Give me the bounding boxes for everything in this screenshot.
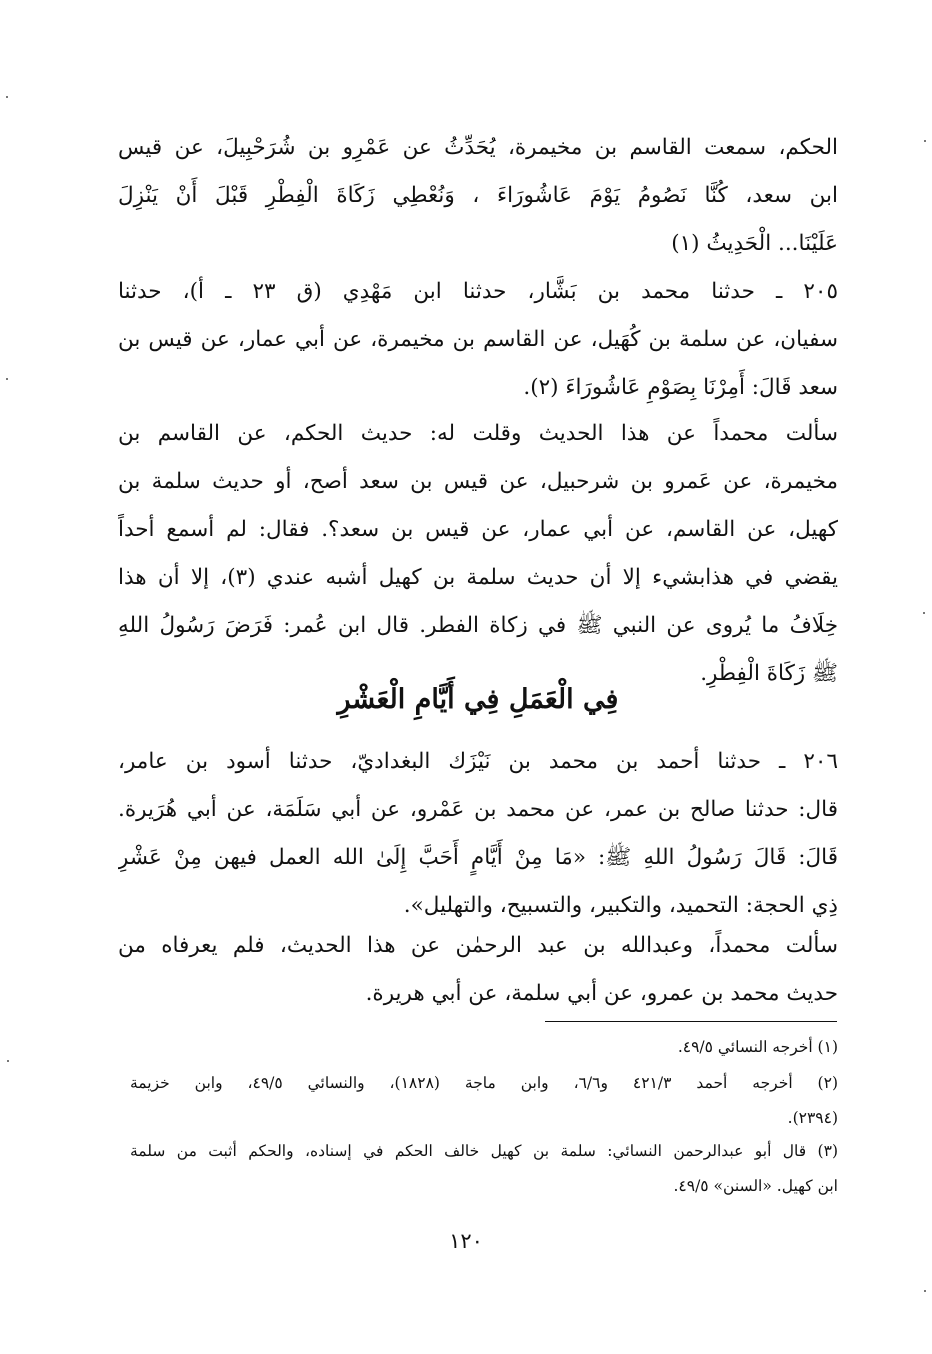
text-line: ابن سعد، كُنَّا نَصُومُ يَوْمَ عَاشُورَاءَ ، وَنُعْطِي زَكَاةَ الْفِطْرِ قَبْلَ أَنْ يَنْزِلَ (118, 183, 838, 208)
footnote-line: (٢) أخرجه أحمد ٤٢١/٣ و٦/٦، وابن ماجة (١٨٢٨)، والنسائي ٤٩/٥، وابن خزيمة (130, 1074, 838, 1092)
page-number: ١٢٠ (449, 1229, 483, 1253)
footnote-2 (130, 1066, 838, 1136)
scan-speck (7, 1060, 9, 1062)
section-heading: فِي الْعَمَلِ فِي أَيَّامِ الْعَشْرِ (337, 684, 619, 715)
paragraph-question-205 (118, 410, 838, 698)
footnote-line: (١) أخرجه النسائي ٤٩/٥. (677, 1038, 838, 1056)
text-line: ذِي الحجة: التحميد، والتكبير، والتسبيح، والتهليل». (403, 893, 838, 918)
scan-speck (6, 378, 8, 380)
paragraph-hadith-206 (118, 738, 838, 930)
text-line: ٢٠٥ ـ حدثنا محمد بن بَشَّار، حدثنا ابن مَهْدِي (ق ٢٣ ـ أ)، حدثنا (118, 279, 838, 304)
paragraph-continuation (118, 124, 838, 268)
text-line: ٢٠٦ ـ حدثنا أحمد بن محمد بن نَيْزَك البغداديّ، حدثنا أسود بن عامر، (118, 749, 838, 774)
scan-speck (924, 140, 926, 142)
paragraph-hadith-205 (118, 268, 838, 412)
text-line: عَلَيْنَا... الْحَدِيثُ (١) (671, 231, 838, 256)
text-line: مخيمرة، عن عَمرو بن شرحبيل، عن قيس بن سعد أصح، أو حديث سلمة بن (118, 469, 838, 494)
paragraph-question-206 (118, 922, 838, 1018)
footnote-line: (٢٣٩٤). (787, 1109, 838, 1127)
text-line: سألت محمداً، وعبدالله بن عبد الرحمٰن عن هذا الحديث، فلم يعرفاه من (118, 933, 838, 958)
text-line: قال: حدثنا صالح بن عمر، عن محمد بن عَمْرو، عن أبي سَلَمَة، عن أبي هُرَيرة. (118, 797, 838, 822)
text-line: حديث محمد بن عمرو، عن أبي سلمة، عن أبي هريرة. (365, 981, 838, 1006)
text-line: خِلَافُ ما يُروى عن النبي ﷺ في زكاة الفطر. قال ابن عُمر: فَرَضَ رَسُولُ اللهِ (118, 613, 838, 638)
footnote-separator (545, 1021, 837, 1022)
footnote-line: (٣) قال أبو عبدالرحمن النسائي: سلمة بن كهيل خالف الحكم في إسناده، والحكم أثبت من سلمة (130, 1142, 838, 1160)
footnote-1 (130, 1030, 838, 1065)
text-line: سألت محمداً عن هذا الحديث وقلت له: حديث الحكم، عن القاسم بن (118, 421, 838, 446)
footnote-line: ابن كهيل. «السنن» ٤٩/٥. (673, 1177, 838, 1195)
scan-speck (924, 1290, 926, 1292)
text-line: قَالَ: قَالَ رَسُولُ اللهِ ﷺ: «مَا مِنْ أَيَّامٍ أَحَبَّ إِلَىٰ الله العمل فيهن مِنْ عَشْرِ (118, 845, 838, 870)
text-line: كهيل، عن القاسم، عن أبي عمار، عن قيس بن سعد؟. فقال: لم أسمع أحداً (118, 517, 838, 542)
scan-speck (923, 612, 925, 614)
text-line: يقضي في هذابشيء إلا أن حديث سلمة بن كهيل أشبه عندي (٣)، إلا أن هذا (118, 565, 838, 590)
scan-speck (6, 96, 8, 98)
text-line: سعد قَالَ: أَمِرْنَا بِصَوْمِ عَاشُورَاءَ (٢). (523, 375, 838, 400)
text-line: ﷺ زَكَاةَ الْفِطْرِ. (700, 661, 838, 686)
text-line: سفيان، عن سلمة بن كُهَيل، عن القاسم بن مخيمرة، عن أبي عمار، عن قيس بن (118, 327, 838, 352)
footnote-3 (130, 1134, 838, 1204)
text-line: الحكم، سمعت القاسم بن مخيمرة، يُحَدِّثُ عن عَمْرِو بن شُرَحْبِيلَ، عن قيس (118, 135, 838, 160)
